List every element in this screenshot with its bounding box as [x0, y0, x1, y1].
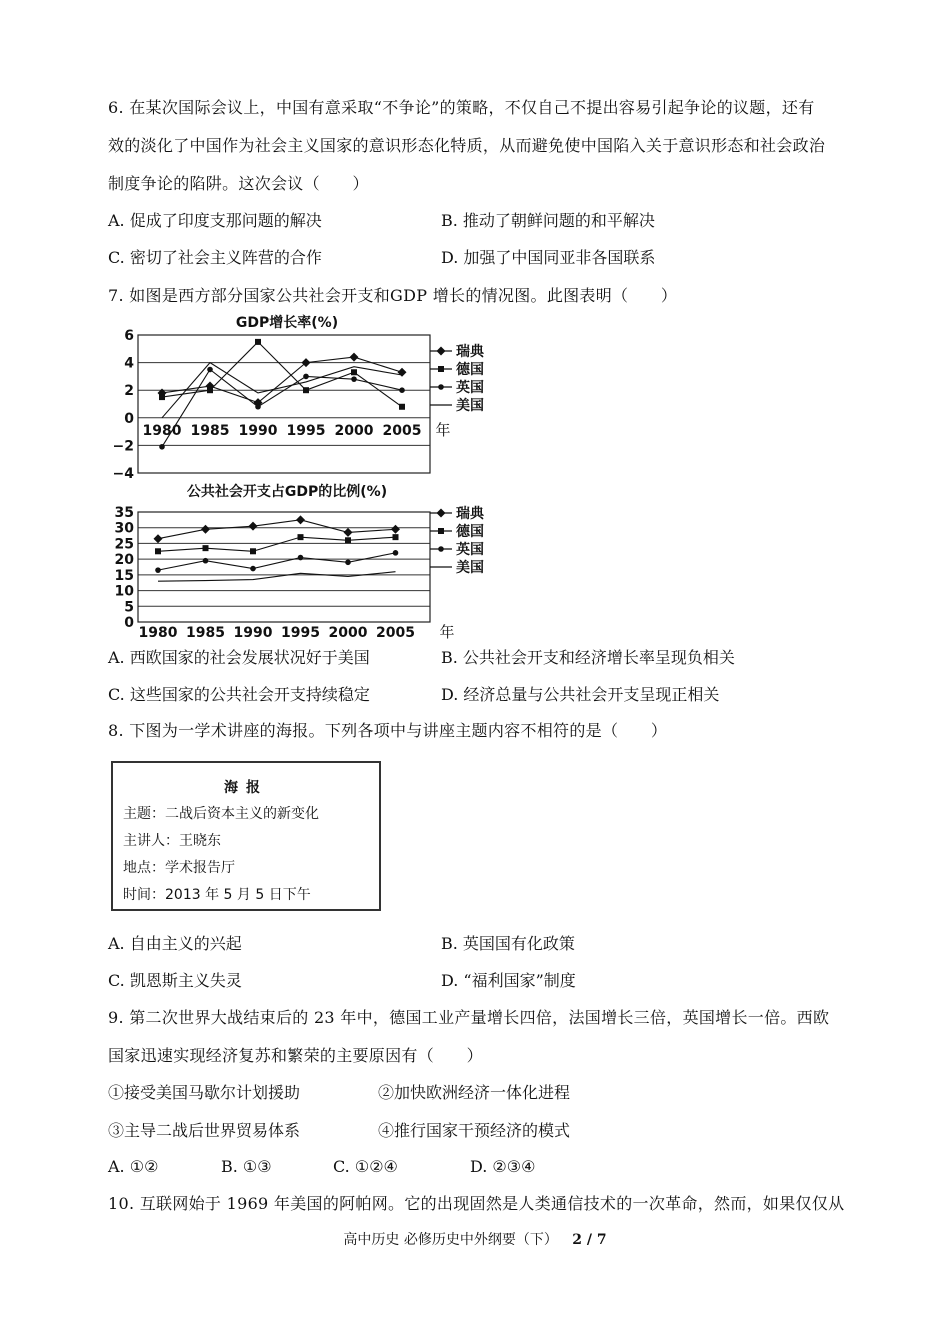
- data-point: [207, 387, 213, 393]
- data-point: [345, 559, 351, 565]
- y-tick-label: −2: [112, 438, 134, 455]
- x-tick-label: 1990: [238, 423, 278, 439]
- page-number: 2 / 7: [572, 1232, 607, 1248]
- data-point: [298, 555, 304, 561]
- legend-label: 英国: [456, 542, 484, 558]
- y-tick-label: 0: [124, 410, 134, 427]
- q9-stem-line-2: 国家迅速实现经济复苏和繁荣的主要原因有（ ）: [108, 1046, 483, 1065]
- data-point: [344, 528, 353, 537]
- data-point: [155, 548, 161, 554]
- data-point: [391, 525, 400, 534]
- series-line-2: [158, 537, 396, 551]
- y-tick-label: 0: [124, 615, 134, 631]
- data-point: [296, 515, 305, 524]
- lecture-poster: [111, 761, 381, 911]
- data-point: [351, 369, 357, 375]
- data-point: [255, 404, 261, 410]
- q10-stem-line-1: 10. 互联网始于 1969 年美国的阿帕网。它的出现固然是人类通信技术的一次革命，然而，如果仅仅从: [108, 1194, 845, 1213]
- q7-option-a: A. 西欧国家的社会发展状况好于美国: [108, 648, 370, 667]
- data-point: [154, 534, 163, 543]
- q7-option-c: C. 这些国家的公共社会开支持续稳定: [108, 685, 370, 704]
- data-point: [203, 558, 209, 564]
- q9-option-c: C. ①②④: [333, 1157, 398, 1176]
- q6-option-a: A. 促成了印度支那问题的解决: [108, 211, 322, 230]
- public-spending-chart: [100, 480, 520, 644]
- series-line-3: [158, 553, 396, 570]
- legend-marker: [437, 347, 446, 356]
- x-tick-label: 2005: [382, 423, 422, 439]
- q6-option-d: D. 加强了中国同亚非各国联系: [441, 248, 656, 267]
- y-tick-label: 30: [114, 520, 134, 537]
- series-line-1: [162, 357, 402, 403]
- legend-marker: [438, 384, 444, 390]
- footer-text: 高中历史 必修历史中外纲要（下）: [343, 1232, 558, 1248]
- q9-item-1: ①接受美国马歇尔计划援助: [108, 1083, 301, 1102]
- data-point: [399, 387, 405, 393]
- y-tick-label: 6: [124, 328, 134, 344]
- series-line-2: [162, 342, 402, 407]
- data-point: [203, 545, 209, 551]
- x-tick-label: 1980: [142, 423, 182, 439]
- x-axis-unit: 年: [439, 623, 455, 641]
- poster-topic: 主题：二战后资本主义的新变化: [123, 806, 319, 822]
- q9-option-a: A. ①②: [108, 1157, 159, 1176]
- data-point: [249, 522, 258, 531]
- poster-title: 海报: [224, 780, 268, 796]
- chart-title: GDP增长率(%): [235, 315, 339, 331]
- chart-title: 公共社会开支占GDP的比例(%): [186, 484, 388, 500]
- series-line-1: [158, 520, 396, 539]
- q6-stem-line-3: 制度争论的陷阱。这次会议（ ）: [108, 174, 369, 193]
- data-point: [250, 566, 256, 572]
- data-point: [255, 339, 261, 345]
- plot-frame: [138, 512, 430, 622]
- q9-option-b: B. ①③: [221, 1157, 272, 1176]
- data-point: [351, 376, 357, 382]
- q6-option-b: B. 推动了朝鲜问题的和平解决: [441, 211, 655, 230]
- legend-label: 英国: [456, 380, 484, 396]
- x-axis-unit: 年: [435, 421, 451, 439]
- data-point: [250, 548, 256, 554]
- data-point: [345, 537, 351, 543]
- legend-label: 瑞典: [456, 506, 484, 522]
- q6-stem-line-2: 效的淡化了中国作为社会主义国家的意识形态化特质，从而避免使中国陷入关于意识形态和社会政治: [108, 136, 826, 155]
- data-point: [393, 534, 399, 540]
- y-tick-label: 2: [124, 383, 134, 400]
- data-point: [155, 567, 161, 573]
- x-tick-label: 1980: [138, 625, 178, 641]
- q9-option-d: D. ②③④: [470, 1157, 536, 1176]
- x-tick-label: 1985: [190, 423, 230, 439]
- plot-frame: [138, 335, 430, 473]
- poster-time: 时间：2013 年 5 月 5 日下午: [123, 887, 311, 903]
- legend-marker: [437, 509, 446, 518]
- q7-stem: 7. 如图是西方部分国家公共社会开支和GDP 增长的情况图。此图表明（ ）: [108, 286, 678, 305]
- q9-item-2: ②加快欧洲经济一体化进程: [378, 1083, 571, 1102]
- data-point: [298, 534, 304, 540]
- data-point: [303, 387, 309, 393]
- legend-marker: [438, 528, 444, 534]
- x-tick-label: 1985: [186, 625, 225, 641]
- legend-label: 美国: [456, 398, 484, 414]
- q7-option-d: D. 经济总量与公共社会开支呈现正相关: [441, 685, 720, 704]
- poster-location: 地点：学术报告厅: [123, 860, 235, 876]
- y-tick-label: 5: [124, 599, 134, 616]
- legend-marker: [438, 546, 444, 552]
- gdp-growth-chart: [100, 310, 520, 482]
- x-tick-label: 1990: [233, 625, 273, 641]
- q9-item-3: ③主导二战后世界贸易体系: [108, 1121, 301, 1140]
- x-tick-label: 1995: [286, 423, 326, 439]
- data-point: [303, 374, 309, 380]
- x-tick-label: 2000: [328, 625, 368, 641]
- y-tick-label: 10: [114, 583, 134, 600]
- legend-marker: [438, 366, 444, 372]
- y-tick-label: 15: [114, 567, 134, 584]
- data-point: [350, 353, 359, 362]
- series-line-4: [158, 572, 396, 581]
- legend-label: 瑞典: [456, 344, 484, 360]
- poster-speaker: 主讲人：王晓东: [123, 833, 221, 849]
- q8-option-c: C. 凯恩斯主义失灵: [108, 971, 242, 990]
- data-point: [393, 550, 399, 556]
- data-point: [399, 404, 405, 410]
- q8-option-d: D. “福利国家”制度: [441, 971, 576, 990]
- y-tick-label: −4: [112, 466, 134, 482]
- legend-label: 美国: [456, 560, 484, 576]
- q8-stem: 8. 下图为一学术讲座的海报。下列各项中与讲座主题内容不相符的是（ ）: [108, 721, 668, 740]
- q9-item-4: ④推行国家干预经济的模式: [378, 1121, 571, 1140]
- y-tick-label: 20: [114, 552, 134, 569]
- data-point: [159, 444, 165, 450]
- x-tick-label: 2005: [376, 625, 415, 641]
- y-tick-label: 25: [114, 536, 134, 553]
- data-point: [201, 525, 210, 534]
- data-point: [207, 367, 213, 373]
- q6-option-c: C. 密切了社会主义阵营的合作: [108, 248, 322, 267]
- q8-option-b: B. 英国国有化政策: [441, 934, 575, 953]
- legend-label: 德国: [456, 362, 484, 378]
- x-tick-label: 1995: [281, 625, 320, 641]
- q8-option-a: A. 自由主义的兴起: [108, 934, 242, 953]
- x-tick-label: 2000: [334, 423, 374, 439]
- data-point: [398, 368, 407, 377]
- y-tick-label: 35: [114, 505, 134, 521]
- data-point: [159, 394, 165, 400]
- legend-label: 德国: [456, 524, 484, 540]
- page-footer: [0, 1229, 950, 1249]
- q9-stem-line-1: 9. 第二次世界大战结束后的 23 年中，德国工业产量增长四倍，法国增长三倍，英国增长一倍。西欧: [108, 1008, 830, 1027]
- q6-stem-line-1: 6. 在某次国际会议上，中国有意采取“不争论”的策略，不仅自己不提出容易引起争论的议题，还有: [108, 98, 815, 117]
- y-tick-label: 4: [124, 355, 134, 372]
- q7-option-b: B. 公共社会开支和经济增长率呈现负相关: [441, 648, 735, 667]
